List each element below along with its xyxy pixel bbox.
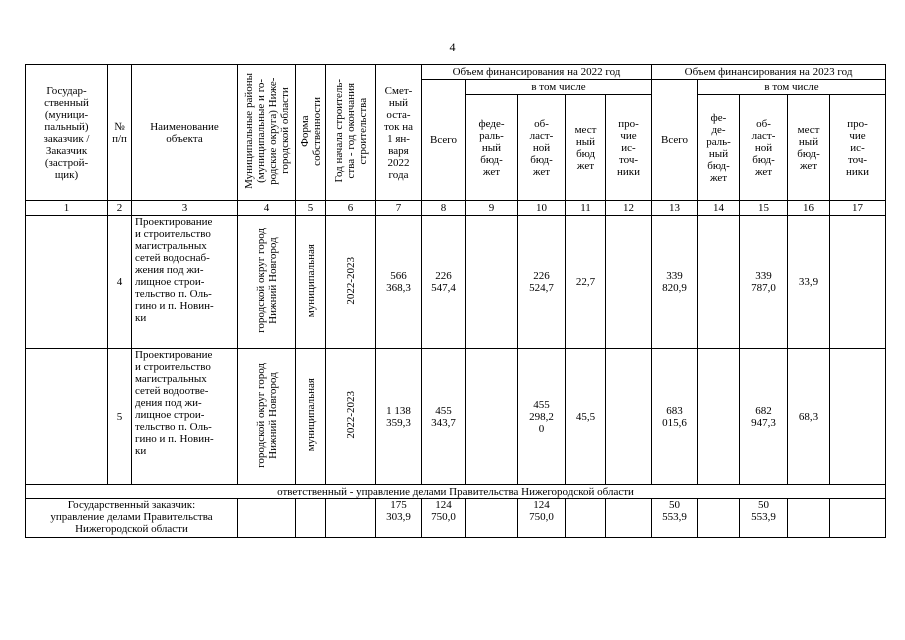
row-number: 4	[108, 216, 132, 349]
local-2023-cell: 68,3	[788, 349, 830, 485]
total-empty-cell	[238, 499, 296, 538]
column-number-row	[26, 201, 886, 216]
table-row	[26, 216, 886, 349]
object-name: Проектирование и строительство магистральных сетей водоотве- дения под жи- лищное строи- тельство п. Оль- гино и п. Новин- ки	[132, 349, 238, 485]
total-empty-cell	[566, 499, 606, 538]
column-number: 8	[422, 201, 466, 216]
header-other-2022: про- чие ис- точ- ники	[606, 95, 652, 201]
total-2023-cell: 683 015,6	[652, 349, 698, 485]
ownership-cell: муниципальная	[296, 349, 326, 485]
district-cell: городской округ город Нижний Новгород	[238, 349, 296, 485]
regional-2022-cell: 455 298,2 0	[518, 349, 566, 485]
financing-table	[25, 64, 886, 538]
district-cell: городской округ город Нижний Новгород	[238, 216, 296, 349]
customer-cell	[26, 216, 108, 349]
header-customer: Государ- ственный (муници- пальный) заказчик / Заказчик (застрой- щик)	[26, 65, 108, 201]
federal-2023-cell	[698, 349, 740, 485]
total-2023-cell: 50 553,9	[652, 499, 698, 538]
table-row	[26, 349, 886, 485]
column-number: 5	[296, 201, 326, 216]
object-name: Проектирование и строительство магистральных сетей водоснаб- жения под жи- лищное строи- тельство п. Оль- гино и п. Новин- ки	[132, 216, 238, 349]
column-number: 3	[132, 201, 238, 216]
header-federal-2023: фе- де- раль- ный бюд- жет	[698, 95, 740, 201]
responsible-row: ответственный - управление делами Правительства Нижегородской области	[26, 485, 886, 499]
total-row-label: Государственный заказчик: управление делами Правительства Нижегородской области	[26, 499, 238, 538]
total-empty-cell	[606, 499, 652, 538]
total-regional-2023-cell: 50 553,9	[740, 499, 788, 538]
column-number: 13	[652, 201, 698, 216]
column-number: 2	[108, 201, 132, 216]
total-regional-2022-cell: 124 750,0	[518, 499, 566, 538]
header-local-2023: мест ный бюд- жет	[788, 95, 830, 201]
years-cell: 2022-2023	[326, 349, 376, 485]
regional-2022-cell: 226 524,7	[518, 216, 566, 349]
total-empty-cell	[788, 499, 830, 538]
column-number: 17	[830, 201, 886, 216]
header-local-2022: мест ный бюд жет	[566, 95, 606, 201]
regional-2023-cell: 682 947,3	[740, 349, 788, 485]
column-number: 9	[466, 201, 518, 216]
customer-cell	[26, 349, 108, 485]
ownership-cell: муниципальная	[296, 216, 326, 349]
header-financing-2022: Объем финансирования на 2022 год	[422, 65, 652, 80]
header-total-2022: Всего	[422, 80, 466, 201]
page-number: 4	[449, 40, 456, 54]
column-number: 12	[606, 201, 652, 216]
total-empty-cell	[296, 499, 326, 538]
federal-2022-cell	[466, 349, 518, 485]
total-row	[26, 499, 886, 538]
balance-cell: 1 138 359,3	[376, 349, 422, 485]
total-balance-cell: 175 303,9	[376, 499, 422, 538]
total-2023-cell: 339 820,9	[652, 216, 698, 349]
header-years: Год начала строитель- ства - год окончания строительства	[326, 65, 376, 201]
column-number: 14	[698, 201, 740, 216]
column-number: 1	[26, 201, 108, 216]
local-2022-cell: 22,7	[566, 216, 606, 349]
balance-cell: 566 368,3	[376, 216, 422, 349]
header-total-2023: Всего	[652, 80, 698, 201]
row-number: 5	[108, 349, 132, 485]
total-2022-cell: 455 343,7	[422, 349, 466, 485]
header-regional-2022: об- ласт- ной бюд- жет	[518, 95, 566, 201]
header-including-2023: в том числе	[698, 80, 886, 95]
header-regional-2023: об- ласт- ной бюд- жет	[740, 95, 788, 201]
header-districts: Муниципальные районы (муниципальные и го- родские округа) Ниже- городской области	[238, 65, 296, 201]
header-ownership: Форма собственности	[296, 65, 326, 201]
federal-2022-cell	[466, 216, 518, 349]
column-number: 7	[376, 201, 422, 216]
header-number: № п/п	[108, 65, 132, 201]
regional-2023-cell: 339 787,0	[740, 216, 788, 349]
column-number: 4	[238, 201, 296, 216]
header-federal-2022: феде- раль- ный бюд- жет	[466, 95, 518, 201]
other-2023-cell	[830, 216, 886, 349]
local-2023-cell: 33,9	[788, 216, 830, 349]
local-2022-cell: 45,5	[566, 349, 606, 485]
column-number: 6	[326, 201, 376, 216]
header-including-2022: в том числе	[466, 80, 652, 95]
federal-2023-cell	[698, 216, 740, 349]
other-2022-cell	[606, 349, 652, 485]
column-number: 11	[566, 201, 606, 216]
column-number: 15	[740, 201, 788, 216]
total-empty-cell	[698, 499, 740, 538]
header-financing-2023: Объем финансирования на 2023 год	[652, 65, 886, 80]
other-2022-cell	[606, 216, 652, 349]
total-empty-cell	[830, 499, 886, 538]
column-number: 10	[518, 201, 566, 216]
total-2022-cell: 124 750,0	[422, 499, 466, 538]
years-cell: 2022-2023	[326, 216, 376, 349]
header-balance: Смет- ный оста- ток на 1 ян- варя 2022 года	[376, 65, 422, 201]
total-empty-cell	[466, 499, 518, 538]
header-other-2023: про- чие ис- точ- ники	[830, 95, 886, 201]
header-object-name: Наименование объекта	[132, 65, 238, 201]
column-number: 16	[788, 201, 830, 216]
other-2023-cell	[830, 349, 886, 485]
total-2022-cell: 226 547,4	[422, 216, 466, 349]
total-empty-cell	[326, 499, 376, 538]
